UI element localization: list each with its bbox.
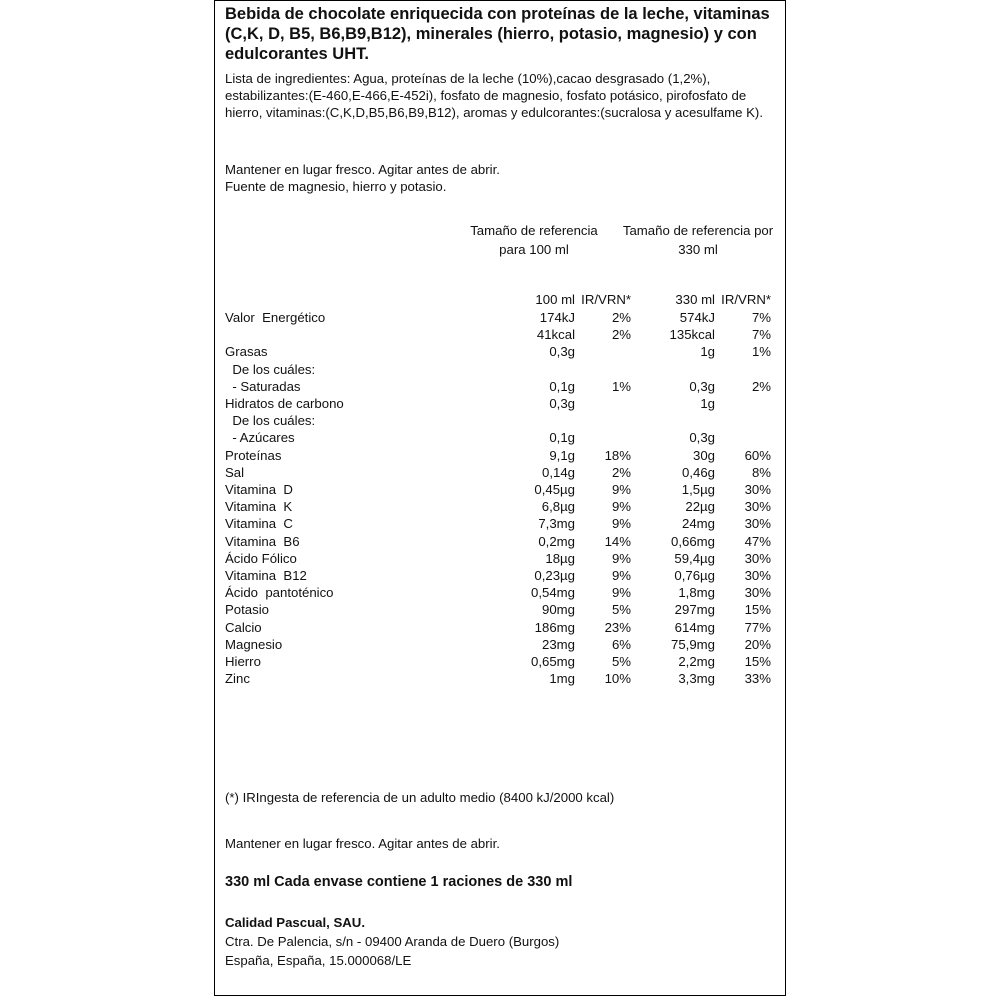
nutrient-value-c2: 6% bbox=[611, 636, 631, 652]
ingredients-list: Lista de ingredientes: Agua, proteínas de la leche (10%),cacao desgrasado (1,2%), estabilizantes:(E-460,E-466,E-452i), fosfato de magnesio, fosfato potásico, pirofosfato de hierro, vitaminas:(C,K,D,B5,B6,B9,B12), aromas y edulcorantes:(sucralosa y acesulfame K). bbox=[225, 71, 763, 120]
nutrient-value-c4: 30% bbox=[744, 585, 771, 601]
col-330ml-header: 330 ml bbox=[675, 292, 715, 307]
nutrient-value-c2: 1% bbox=[611, 378, 631, 394]
table-row bbox=[225, 584, 785, 601]
table-row bbox=[225, 515, 785, 532]
nutrient-value-c4: 15% bbox=[744, 654, 771, 669]
nutrient-name: Proteínas bbox=[225, 447, 282, 463]
company-address: Ctra. De Palencia, s/n - 09400 Aranda de Duero (Burgos) bbox=[225, 934, 560, 949]
footnote: (*) IRIngesta de referencia de un adulto medio (8400 kJ/2000 kcal) bbox=[225, 790, 615, 805]
nutrient-name: Valor Energético bbox=[225, 310, 326, 325]
nutrient-value-c1: 90mg bbox=[542, 602, 575, 618]
table-row bbox=[225, 343, 785, 360]
nutrient-value-c4: 7% bbox=[751, 310, 771, 325]
table-row bbox=[225, 378, 785, 395]
nutrient-value-c2: 9% bbox=[611, 568, 631, 583]
table-row bbox=[225, 464, 785, 481]
nutrient-value-c4: 30% bbox=[744, 482, 771, 497]
nutrient-value-c4: 30% bbox=[744, 499, 771, 515]
nutrient-value-c3: 1,5µg bbox=[681, 482, 715, 497]
col-irvrn-330-header: IR/VRN* bbox=[721, 292, 771, 307]
nutrient-value-c1: 0,1g bbox=[549, 430, 575, 446]
nutrient-value-c4: 60% bbox=[744, 447, 771, 463]
nutrient-value-c1: 6,8µg bbox=[541, 499, 575, 515]
product-title: Bebida de chocolate enriquecida con proteínas de la leche, vitaminas (C,K, D, B5, B6,B9,B12), minerales (hierro, potasio, magnesio) y con edulcorantes UHT. bbox=[225, 5, 770, 63]
nutrient-value-c1: 18µg bbox=[545, 550, 575, 566]
nutrient-value-c1: 0,54mg bbox=[531, 585, 575, 601]
nutrient-value-c4: 20% bbox=[744, 636, 771, 652]
nutrient-value-c1: 174kJ bbox=[539, 310, 575, 325]
table-row bbox=[225, 533, 785, 550]
nutrient-name: - Saturadas bbox=[225, 378, 301, 394]
nutrient-value-c4: 77% bbox=[744, 619, 771, 635]
nutrient-value-c4: 47% bbox=[744, 533, 771, 549]
nutrient-value-c3: 30g bbox=[692, 447, 715, 463]
nutrient-value-c2: 10% bbox=[604, 671, 631, 687]
table-row bbox=[225, 481, 785, 498]
nutrient-value-c1: 0,3g bbox=[549, 396, 575, 411]
nutrient-value-c3: 614mg bbox=[674, 619, 715, 635]
nutrient-value-c1: 1mg bbox=[549, 671, 575, 687]
storage-note-repeat: Mantener en lugar fresco. Agitar antes de abrir. bbox=[225, 836, 500, 851]
nutrient-name: Vitamina D bbox=[225, 482, 293, 497]
table-row bbox=[225, 670, 785, 687]
nutrient-value-c1: 0,23µg bbox=[534, 568, 575, 583]
nutrient-name: Potasio bbox=[225, 602, 269, 618]
nutrient-value-c3: 0,3g bbox=[689, 430, 715, 446]
nutrient-value-c3: 75,9mg bbox=[671, 636, 715, 652]
nutrient-name: Hierro bbox=[225, 654, 261, 669]
nutrient-value-c1: 0,1g bbox=[549, 378, 575, 394]
nutrient-name: Grasas bbox=[225, 344, 268, 360]
nutrient-value-c3: 59,4µg bbox=[674, 550, 715, 566]
nutrient-value-c1: 7,3mg bbox=[538, 516, 575, 532]
table-row bbox=[225, 498, 785, 515]
nutrient-value-c2: 9% bbox=[611, 585, 631, 601]
nutrient-name: Vitamina K bbox=[225, 499, 293, 515]
nutrient-name: - Azúcares bbox=[225, 430, 295, 446]
nutrient-value-c4: 15% bbox=[744, 602, 771, 618]
nutrient-value-c2: 14% bbox=[604, 533, 631, 549]
country-registry: España, España, 15.000068/LE bbox=[225, 953, 412, 968]
nutrient-value-c1: 186mg bbox=[534, 619, 575, 635]
source-note: Fuente de magnesio, hierro y potasio. bbox=[225, 179, 447, 194]
nutrient-value-c1: 0,2mg bbox=[538, 533, 575, 549]
nutrient-value-c4: 30% bbox=[744, 568, 771, 583]
nutrient-value-c1: 9,1g bbox=[549, 447, 575, 463]
serving-info: 330 ml Cada envase contiene 1 raciones de 330 ml bbox=[225, 874, 573, 890]
table-row bbox=[225, 636, 785, 653]
nutrient-value-c2: 5% bbox=[611, 602, 631, 618]
nutrient-value-c3: 574kJ bbox=[679, 310, 715, 325]
col-100ml-header: 100 ml bbox=[535, 292, 575, 307]
nutrient-value-c2: 5% bbox=[611, 654, 631, 669]
nutrient-value-c2: 9% bbox=[611, 550, 631, 566]
nutrient-value-c4: 8% bbox=[751, 464, 771, 480]
nutrient-name: De los cuáles: bbox=[225, 361, 316, 377]
nutrient-name: Magnesio bbox=[225, 636, 283, 652]
table-row bbox=[225, 567, 785, 584]
table-row bbox=[225, 412, 785, 429]
nutrient-value-c4: 33% bbox=[744, 671, 771, 687]
nutrient-value-c1: 0,14g bbox=[541, 464, 575, 480]
nutrient-value-c3: 2,2mg bbox=[678, 654, 715, 669]
nutrient-value-c2: 2% bbox=[611, 464, 631, 480]
table-row bbox=[225, 309, 785, 326]
table-row bbox=[225, 653, 785, 670]
nutrient-value-c3: 0,46g bbox=[681, 464, 715, 480]
nutrient-value-c1: 41kcal bbox=[536, 327, 575, 343]
nutrient-value-c4: 2% bbox=[751, 378, 771, 394]
nutrient-name: Ácido pantoténico bbox=[225, 585, 334, 601]
nutrient-value-c3: 3,3mg bbox=[678, 671, 715, 687]
nutrient-name: Hidratos de carbono bbox=[225, 396, 344, 411]
nutrient-name: Vitamina C bbox=[225, 516, 293, 532]
table-row bbox=[225, 550, 785, 567]
ref-100-header: Tamaño de referencia para 100 ml bbox=[470, 223, 598, 257]
nutrient-name: Sal bbox=[225, 464, 245, 480]
nutrient-value-c4: 1% bbox=[751, 344, 771, 360]
nutrient-value-c1: 23mg bbox=[542, 636, 575, 652]
col-irvrn-100-header: IR/VRN* bbox=[581, 292, 631, 307]
nutrient-value-c3: 0,76µg bbox=[674, 568, 715, 583]
nutrient-value-c3: 0,66mg bbox=[671, 533, 715, 549]
nutrient-value-c4: 30% bbox=[744, 550, 771, 566]
nutrient-name: Ácido Fólico bbox=[225, 550, 297, 566]
ref-330-header: Tamaño de referencia por 330 ml bbox=[622, 223, 774, 257]
nutrient-name: Vitamina B6 bbox=[225, 533, 300, 549]
table-row bbox=[225, 429, 785, 446]
nutrition-label-panel bbox=[214, 0, 786, 996]
nutrient-value-c3: 22µg bbox=[685, 499, 715, 515]
company-name: Calidad Pascual, SAU. bbox=[225, 915, 365, 930]
nutrient-value-c1: 0,3g bbox=[549, 344, 575, 360]
nutrient-value-c2: 9% bbox=[611, 499, 631, 515]
table-row bbox=[225, 395, 785, 412]
nutrient-value-c4: 7% bbox=[751, 327, 771, 343]
table-row bbox=[225, 619, 785, 636]
nutrient-value-c2: 23% bbox=[604, 619, 631, 635]
nutrient-value-c3: 297mg bbox=[674, 602, 715, 618]
table-row bbox=[225, 447, 785, 464]
nutrient-value-c2: 18% bbox=[604, 447, 631, 463]
nutrient-value-c3: 1g bbox=[700, 396, 715, 411]
nutrient-name: De los cuáles: bbox=[225, 413, 316, 429]
nutrient-value-c1: 0,65mg bbox=[531, 654, 575, 669]
nutrient-value-c3: 24mg bbox=[682, 516, 715, 532]
table-row bbox=[225, 326, 785, 343]
nutrient-value-c2: 2% bbox=[611, 310, 631, 325]
nutrient-name: Calcio bbox=[225, 619, 262, 635]
nutrient-value-c3: 135kcal bbox=[669, 327, 715, 343]
nutrient-value-c3: 1g bbox=[700, 344, 715, 360]
nutrient-value-c2: 9% bbox=[611, 516, 631, 532]
nutrient-value-c3: 0,3g bbox=[689, 378, 715, 394]
nutrient-value-c4: 30% bbox=[744, 516, 771, 532]
table-row bbox=[225, 361, 785, 378]
nutrient-name: Zinc bbox=[225, 671, 250, 687]
table-row bbox=[225, 601, 785, 618]
nutrient-value-c1: 0,45µg bbox=[534, 482, 575, 497]
nutrient-value-c2: 9% bbox=[611, 482, 631, 497]
nutrient-value-c2: 2% bbox=[611, 327, 631, 343]
storage-note: Mantener en lugar fresco. Agitar antes de abrir. bbox=[225, 162, 500, 177]
nutrient-value-c3: 1,8mg bbox=[678, 585, 715, 601]
nutrient-name: Vitamina B12 bbox=[225, 568, 307, 583]
